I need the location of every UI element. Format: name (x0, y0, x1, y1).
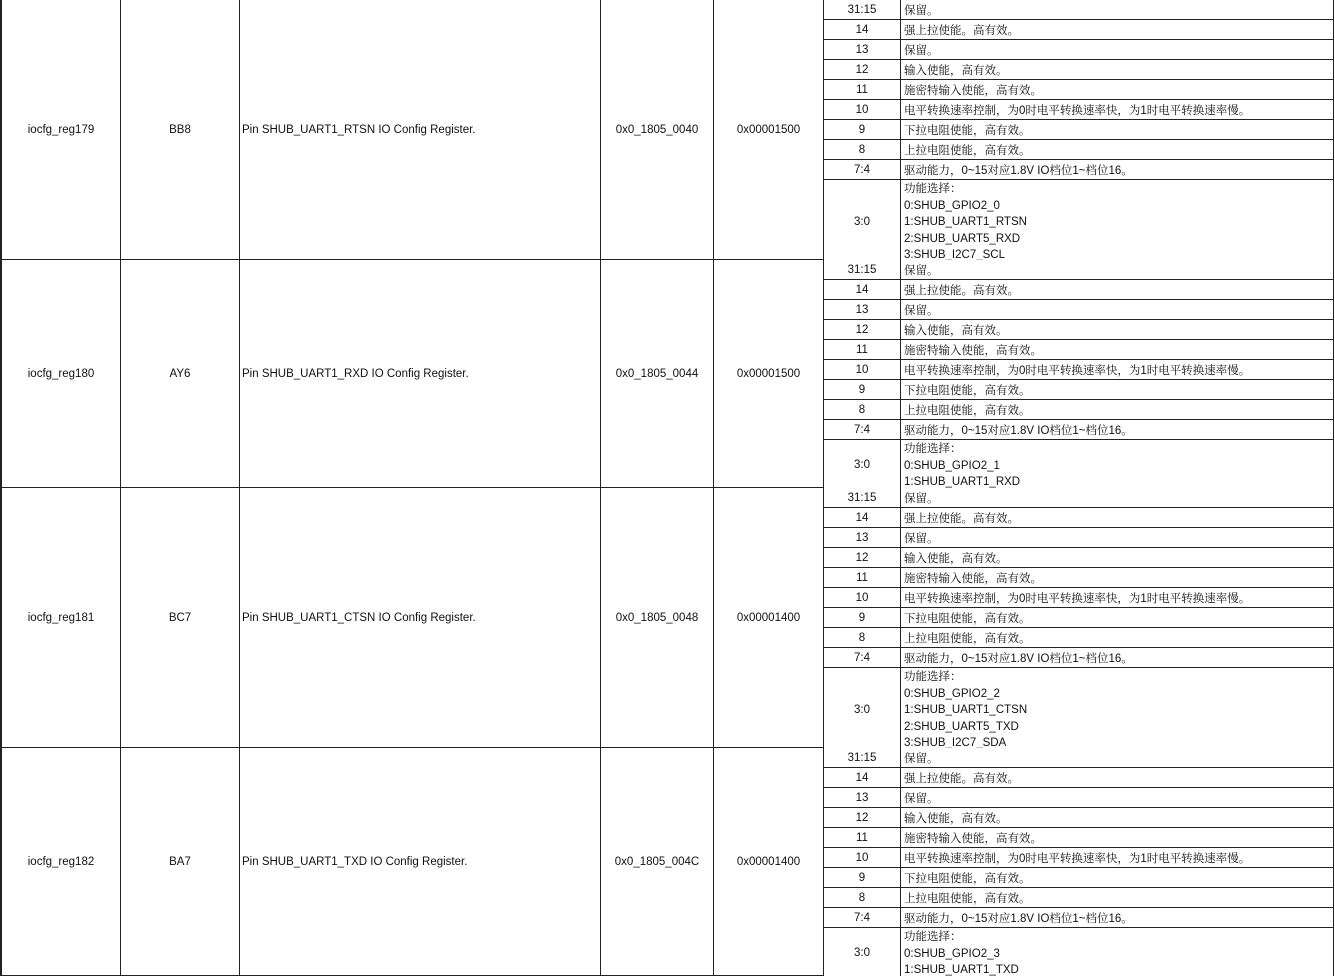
pin-cell: BC7 (120, 488, 239, 748)
bitfield-row (823, 508, 1334, 528)
bit-range-cell: 12 (823, 548, 900, 568)
bit-range-cell: 10 (823, 100, 900, 120)
bitfield-description-line: 1:SHUB_UART1_RXD (904, 476, 1021, 488)
bit-range-cell: 31:15 (823, 0, 900, 20)
bitfield-description-cell: 保留。 (900, 488, 1334, 508)
bit-range-cell: 9 (823, 868, 900, 888)
bit-range-cell: 3:0 (823, 928, 900, 976)
bitfield-description-cell: 上拉电阻使能，高有效。 (900, 888, 1334, 908)
register-block-reg181 (0, 488, 1335, 748)
register-name-cell: iocfg_reg179 (0, 0, 120, 260)
bitfield-row (823, 300, 1334, 320)
bit-range-cell: 12 (823, 60, 900, 80)
bitfield-description-line: 0:SHUB_GPIO2_3 (904, 947, 1000, 960)
bitfield-description-cell: 输入使能，高有效。 (900, 60, 1334, 80)
bitfield-description-cell: 强上拉使能。高有效。 (900, 280, 1334, 300)
register-block-reg180 (0, 260, 1335, 488)
bitfield-description-line: 功能选择： (904, 931, 962, 943)
bit-range-cell: 7:4 (823, 160, 900, 180)
bitfield-description-cell: 电平转换速率控制，为0时电平转换速率快，为1时电平转换速率慢。 (900, 848, 1334, 868)
bit-range-cell: 9 (823, 380, 900, 400)
bitfield-row (823, 400, 1334, 420)
bitfield-row (823, 488, 1334, 508)
bit-range-cell: 31:15 (823, 260, 900, 280)
address-cell: 0x0_1805_0040 (600, 0, 713, 260)
bitfield-row (823, 868, 1334, 888)
address-cell: 0x0_1805_0048 (600, 488, 713, 748)
bitfield-row (823, 360, 1334, 380)
bitfield-description-cell: 保留。 (900, 300, 1334, 320)
bit-range-cell: 13 (823, 788, 900, 808)
bitfield-row (823, 100, 1334, 120)
bit-range-cell: 8 (823, 400, 900, 420)
bitfield-description-line: 3:SHUB_I2C7_SCL (904, 249, 1005, 260)
bit-range-cell: 3:0 (823, 668, 900, 748)
bitfield-row (823, 40, 1334, 60)
bitfield-row (823, 908, 1334, 928)
bitfield-row (823, 568, 1334, 588)
register-description-cell: Pin SHUB_UART1_TXD IO Config Register. (239, 748, 600, 976)
register-name-cell: iocfg_reg182 (0, 748, 120, 976)
bitfield-description-line: 2:SHUB_UART5_RXD (904, 232, 1021, 245)
bitfield-description-cell: 施密特输入使能，高有效。 (900, 80, 1334, 100)
bitfield-description-cell: 施密特输入使能，高有效。 (900, 828, 1334, 848)
bitfield-description-cell: 下拉电阻使能，高有效。 (900, 608, 1334, 628)
bitfield-description-cell: 保留。 (900, 788, 1334, 808)
bitfield-row (823, 420, 1334, 440)
bitfield-description-line: 功能选择： (904, 183, 962, 195)
bitfield-description-cell: 保留。 (900, 0, 1334, 20)
bitfield-description-cell: 强上拉使能。高有效。 (900, 508, 1334, 528)
bit-range-cell: 7:4 (823, 908, 900, 928)
bitfield-description-cell: 上拉电阻使能，高有效。 (900, 628, 1334, 648)
bit-range-cell: 31:15 (823, 488, 900, 508)
bitfield-row (823, 748, 1334, 768)
bitfield-row (823, 140, 1334, 160)
bit-range-cell: 11 (823, 568, 900, 588)
bitfield-row (823, 528, 1334, 548)
bitfield-row (823, 548, 1334, 568)
address-cell: 0x0_1805_0044 (600, 260, 713, 488)
bit-range-cell: 8 (823, 628, 900, 648)
bitfield-description-cell: 驱动能力，0~15对应1.8V IO档位1~档位16。 (900, 420, 1334, 440)
bit-range-cell: 8 (823, 140, 900, 160)
bitfield-row (823, 440, 1334, 488)
bit-range-cell: 11 (823, 340, 900, 360)
bitfield-description-cell: 驱动能力，0~15对应1.8V IO档位1~档位16。 (900, 908, 1334, 928)
bitfield-description-cell: 强上拉使能。高有效。 (900, 20, 1334, 40)
bitfield-row (823, 180, 1334, 260)
bitfield-description-cell: 电平转换速率控制，为0时电平转换速率快，为1时电平转换速率慢。 (900, 360, 1334, 380)
register-description-cell: Pin SHUB_UART1_RXD IO Config Register. (239, 260, 600, 488)
bitfield-row (823, 588, 1334, 608)
bit-range-cell: 14 (823, 20, 900, 40)
bit-range-cell: 9 (823, 608, 900, 628)
bitfield-description-line: 1:SHUB_UART1_CTSN (904, 704, 1028, 716)
bitfield-description-cell: 下拉电阻使能，高有效。 (900, 868, 1334, 888)
bit-range-cell: 7:4 (823, 648, 900, 668)
bitfield-description-cell: 施密特输入使能，高有效。 (900, 340, 1334, 360)
bitfield-row (823, 80, 1334, 100)
bitfield-description-line: 0:SHUB_GPIO2_2 (904, 687, 1000, 700)
bitfield-description-line: 功能选择： (904, 443, 962, 455)
bitfield-description-cell (900, 180, 1334, 260)
register-block-reg179 (0, 0, 1335, 260)
bit-range-cell: 10 (823, 588, 900, 608)
reset-value-cell: 0x00001500 (713, 260, 823, 488)
bitfield-row (823, 788, 1334, 808)
bitfield-list (823, 488, 1334, 748)
reset-value-cell: 0x00001500 (713, 0, 823, 260)
bit-range-cell: 10 (823, 360, 900, 380)
bitfield-row (823, 260, 1334, 280)
bitfield-description-cell: 上拉电阻使能，高有效。 (900, 140, 1334, 160)
bitfield-row (823, 648, 1334, 668)
bitfield-row (823, 320, 1334, 340)
bitfield-description-cell: 上拉电阻使能，高有效。 (900, 400, 1334, 420)
bitfield-description-cell: 电平转换速率控制，为0时电平转换速率快，为1时电平转换速率慢。 (900, 588, 1334, 608)
reset-value-cell: 0x00001400 (713, 488, 823, 748)
bit-range-cell: 10 (823, 848, 900, 868)
bit-range-cell: 14 (823, 280, 900, 300)
bitfield-row (823, 608, 1334, 628)
bitfield-description-line: 1:SHUB_UART1_TXD (904, 964, 1019, 976)
pin-cell: BA7 (120, 748, 239, 976)
bitfield-description-line: 3:SHUB_I2C7_SDA (904, 737, 1007, 748)
bit-range-cell: 11 (823, 80, 900, 100)
bitfield-description-cell: 输入使能，高有效。 (900, 808, 1334, 828)
bitfield-description-cell: 保留。 (900, 40, 1334, 60)
bitfield-description-line: 0:SHUB_GPIO2_1 (904, 459, 1000, 472)
bitfield-description-cell: 电平转换速率控制，为0时电平转换速率快，为1时电平转换速率慢。 (900, 100, 1334, 120)
bit-range-cell: 3:0 (823, 440, 900, 488)
bitfield-list (823, 0, 1334, 260)
bit-range-cell: 31:15 (823, 748, 900, 768)
bit-range-cell: 14 (823, 768, 900, 788)
pin-cell: AY6 (120, 260, 239, 488)
register-name-cell: iocfg_reg181 (0, 488, 120, 748)
bitfield-description-line: 0:SHUB_GPIO2_0 (904, 199, 1000, 212)
address-cell: 0x0_1805_004C (600, 748, 713, 976)
bit-range-cell: 13 (823, 528, 900, 548)
bitfield-description-cell: 驱动能力，0~15对应1.8V IO档位1~档位16。 (900, 160, 1334, 180)
bit-range-cell: 13 (823, 300, 900, 320)
bitfield-row (823, 60, 1334, 80)
bitfield-row (823, 768, 1334, 788)
bitfield-row (823, 280, 1334, 300)
bit-range-cell: 14 (823, 508, 900, 528)
register-name-cell: iocfg_reg180 (0, 260, 120, 488)
bitfield-description-cell (900, 440, 1334, 488)
bitfield-list (823, 260, 1334, 488)
register-block-reg182 (0, 748, 1335, 976)
bitfield-row (823, 888, 1334, 908)
bitfield-description-cell: 输入使能，高有效。 (900, 548, 1334, 568)
bitfield-description-cell: 下拉电阻使能，高有效。 (900, 120, 1334, 140)
bitfield-row (823, 848, 1334, 868)
bitfield-row (823, 120, 1334, 140)
register-description-cell: Pin SHUB_UART1_RTSN IO Config Register. (239, 0, 600, 260)
bitfield-row (823, 808, 1334, 828)
bitfield-description-cell: 驱动能力，0~15对应1.8V IO档位1~档位16。 (900, 648, 1334, 668)
bitfield-description-cell: 保留。 (900, 748, 1334, 768)
bit-range-cell: 9 (823, 120, 900, 140)
reset-value-cell: 0x00001400 (713, 748, 823, 976)
bitfield-description-cell: 强上拉使能。高有效。 (900, 768, 1334, 788)
bitfield-row (823, 628, 1334, 648)
bit-range-cell: 7:4 (823, 420, 900, 440)
register-description-cell: Pin SHUB_UART1_CTSN IO Config Register. (239, 488, 600, 748)
bitfield-row (823, 380, 1334, 400)
bitfield-row (823, 828, 1334, 848)
bit-range-cell: 12 (823, 320, 900, 340)
bitfield-row (823, 0, 1334, 20)
bitfield-row (823, 340, 1334, 360)
bitfield-description-line: 2:SHUB_UART5_TXD (904, 720, 1019, 733)
bit-range-cell: 11 (823, 828, 900, 848)
bitfield-description-cell (900, 928, 1334, 976)
bitfield-description-cell: 保留。 (900, 528, 1334, 548)
bitfield-description-cell: 下拉电阻使能，高有效。 (900, 380, 1334, 400)
bitfield-description-cell: 施密特输入使能，高有效。 (900, 568, 1334, 588)
bitfield-description-cell: 输入使能，高有效。 (900, 320, 1334, 340)
bitfield-row (823, 668, 1334, 748)
bitfield-row (823, 160, 1334, 180)
bitfield-description-line: 1:SHUB_UART1_RTSN (904, 216, 1027, 228)
bit-range-cell: 13 (823, 40, 900, 60)
bitfield-description-line: 功能选择： (904, 671, 962, 683)
bit-range-cell: 12 (823, 808, 900, 828)
bitfield-row (823, 928, 1334, 976)
bitfield-description-cell: 保留。 (900, 260, 1334, 280)
bitfield-description-cell (900, 668, 1334, 748)
pin-cell: BB8 (120, 0, 239, 260)
bitfield-row (823, 20, 1334, 40)
bitfield-list (823, 748, 1334, 976)
bit-range-cell: 8 (823, 888, 900, 908)
bit-range-cell: 3:0 (823, 180, 900, 260)
